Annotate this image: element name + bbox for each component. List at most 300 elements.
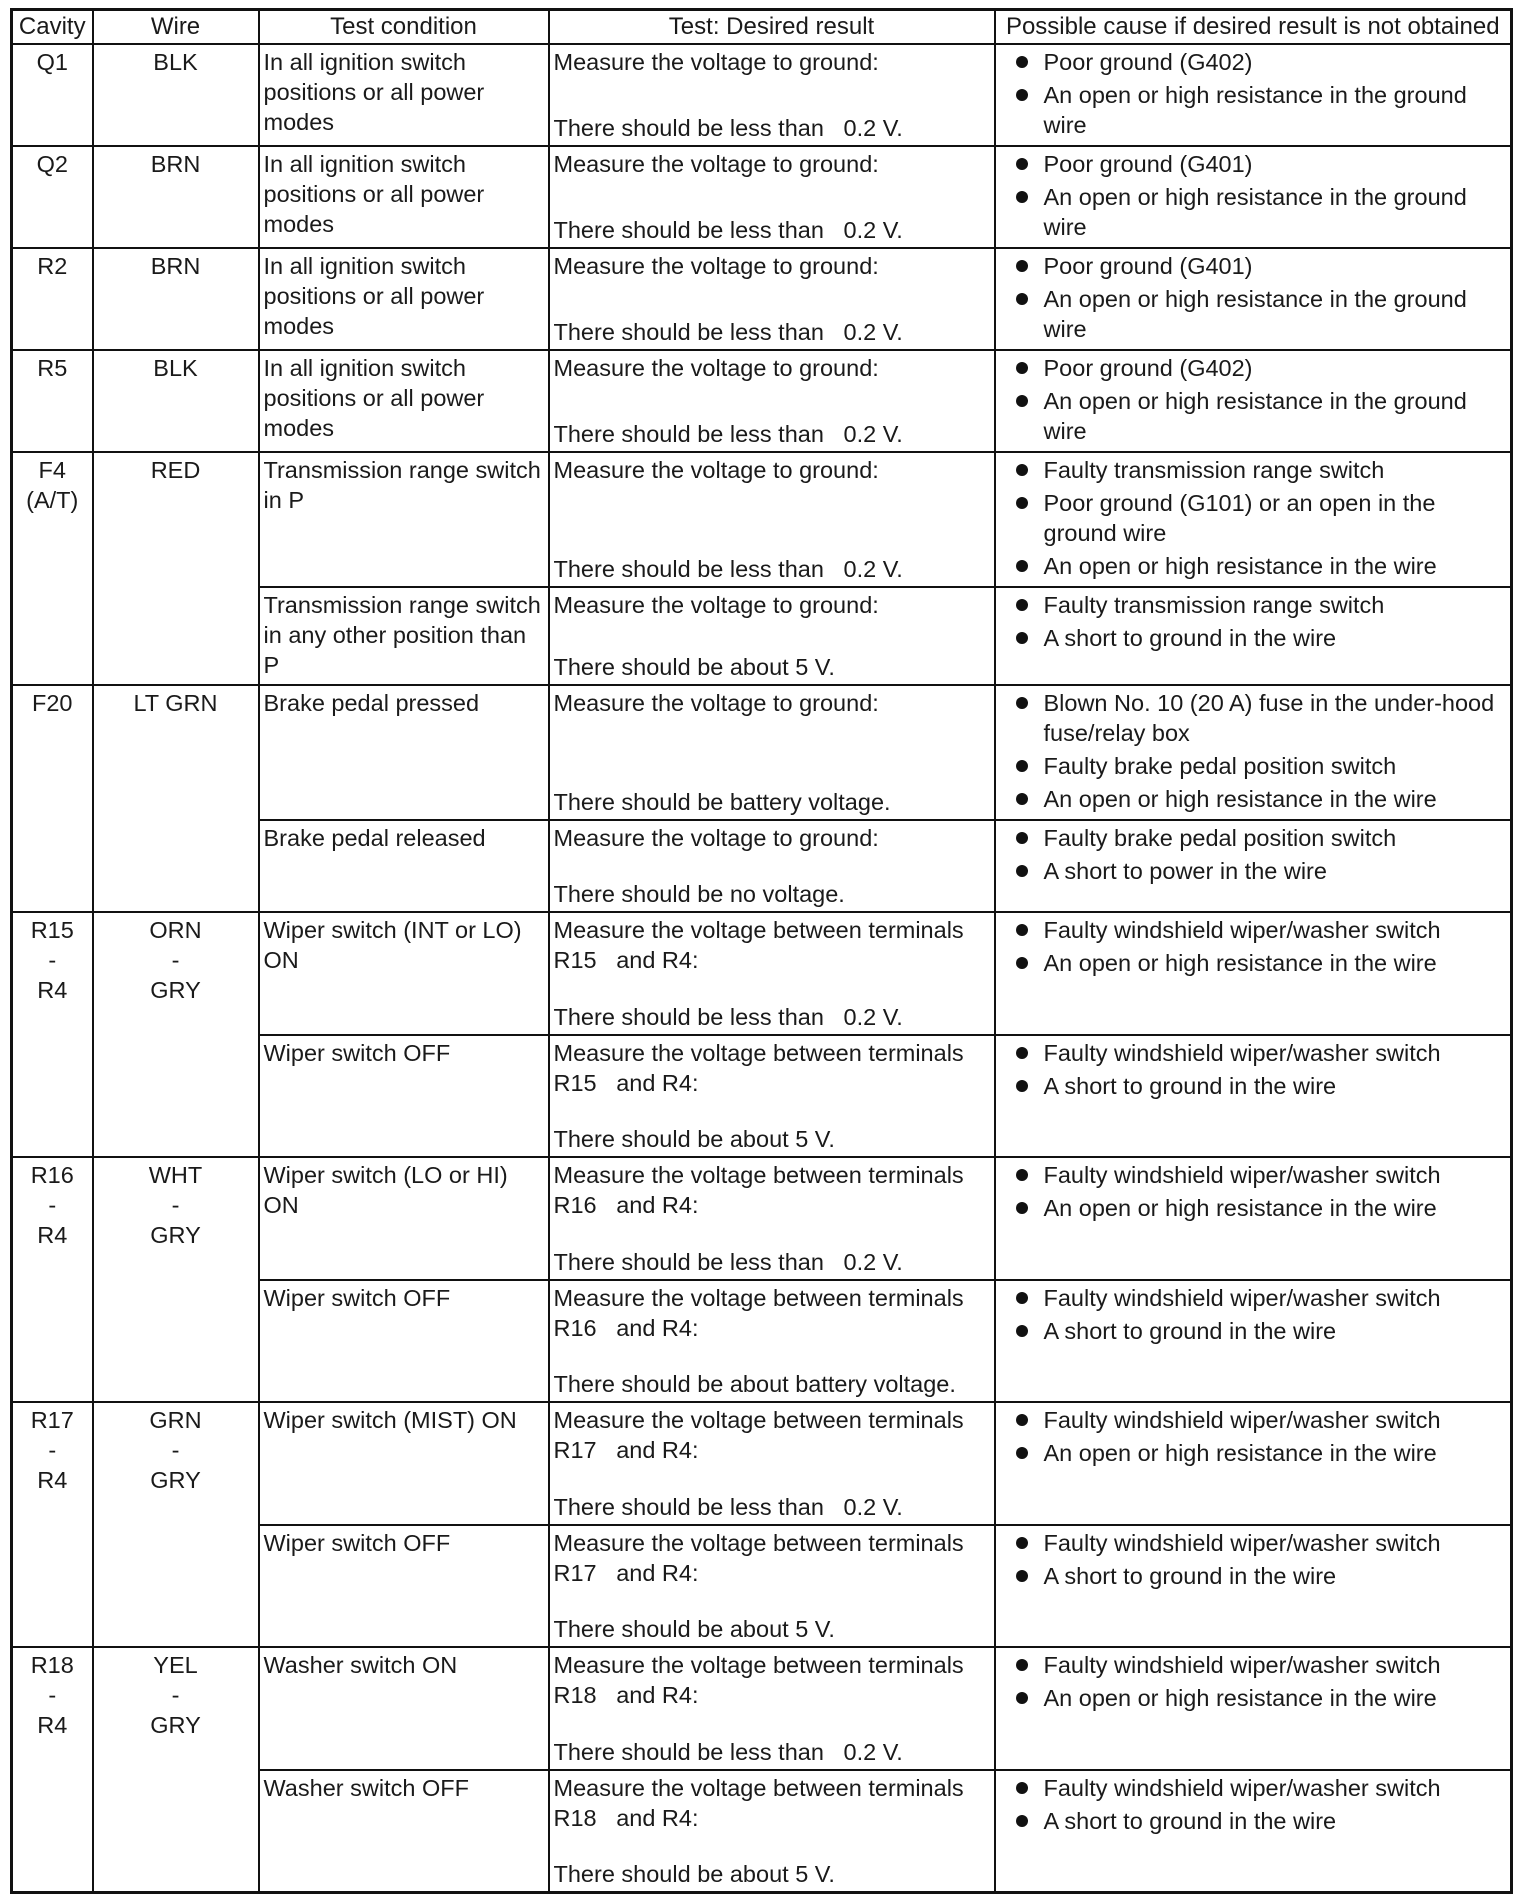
cavity-label: F20 [32, 690, 73, 716]
possible-cause-cell [995, 1525, 1512, 1647]
desired-result-cell [549, 1280, 995, 1402]
desired-result-block [554, 47, 990, 143]
test-condition-cell [259, 146, 549, 248]
cause-item [1010, 1806, 1507, 1836]
measure-instruction: Measure the voltage to ground: [553, 457, 879, 483]
bullet-icon [1016, 89, 1028, 101]
cavity-cell [12, 452, 93, 685]
expected-value: There should be less than 0.2 V. [553, 421, 903, 447]
cavity-cell [12, 1157, 93, 1402]
test-condition-cell [259, 452, 549, 587]
measure-instruction: Measure the voltage to ground: [553, 825, 879, 851]
measure-instruction: Measure the voltage to ground: [553, 355, 879, 381]
test-condition-text: In all ignition switch positions or all power modes [263, 49, 485, 135]
cause-text: An open or high resistance in the ground wire [1043, 286, 1467, 342]
measure-instruction: Measure the voltage to ground: [553, 592, 879, 618]
test-condition-cell [259, 1035, 549, 1157]
test-condition-text: Wiper switch (MIST) ON [263, 1407, 517, 1433]
wire-color-label: - [171, 947, 180, 973]
test-condition-cell [259, 820, 549, 912]
cause-item [1010, 386, 1507, 446]
cause-item [1010, 182, 1507, 242]
cavity-cell [12, 44, 93, 146]
bullet-icon [1016, 293, 1028, 305]
cause-item [1010, 149, 1507, 179]
expected-value: There should be less than 0.2 V. [553, 1249, 903, 1275]
cause-item [1010, 47, 1507, 77]
table-row [12, 44, 1512, 146]
wire-cell [93, 685, 259, 912]
cavity-label: R4 [37, 1467, 68, 1493]
possible-cause-cell [995, 1770, 1512, 1893]
test-condition-cell [259, 1525, 549, 1647]
cause-list [1000, 251, 1507, 344]
bullet-icon [1016, 865, 1028, 877]
cause-item [1010, 623, 1507, 653]
desired-result-block [554, 251, 990, 347]
wire-color-label: RED [150, 457, 201, 483]
cause-list [1000, 455, 1507, 581]
cause-text: Faulty windshield wiper/washer switch [1043, 1040, 1441, 1066]
wire-color-label: GRY [150, 1712, 201, 1738]
cause-text: An open or high resistance in the wire [1043, 1685, 1437, 1711]
wire-cell [93, 1402, 259, 1647]
wire-color-label: YEL [153, 1652, 198, 1678]
cavity-label: R17 [30, 1407, 74, 1433]
test-condition-text: Wiper switch OFF [263, 1040, 451, 1066]
test-condition-text: In all ignition switch positions or all power modes [263, 253, 485, 339]
table-body [12, 44, 1512, 1893]
bullet-icon [1016, 760, 1028, 772]
cause-list [1000, 590, 1507, 653]
desired-result-cell [549, 44, 995, 146]
cavity-cell [12, 1647, 93, 1893]
header-cavity: Cavity [12, 10, 93, 45]
possible-cause-cell [995, 1280, 1512, 1402]
cavity-label: Q1 [36, 49, 68, 75]
wire-color-label: - [171, 1437, 180, 1463]
desired-result-cell [549, 146, 995, 248]
possible-cause-cell [995, 248, 1512, 350]
desired-result-cell [549, 1770, 995, 1893]
possible-cause-cell [995, 587, 1512, 685]
bullet-icon [1016, 56, 1028, 68]
test-condition-cell [259, 587, 549, 685]
test-condition-cell [259, 685, 549, 820]
desired-result-block [554, 688, 990, 817]
cause-item [1010, 1683, 1507, 1713]
test-condition-text: Transmission range switch in any other position than P [263, 592, 541, 678]
cause-item [1010, 915, 1507, 945]
table-row [12, 452, 1512, 587]
wire-color-label: LT GRN [133, 690, 218, 716]
cause-item [1010, 1438, 1507, 1468]
bullet-icon [1016, 1782, 1028, 1794]
cavity-cell [12, 685, 93, 912]
cause-text: Poor ground (G402) [1043, 355, 1253, 381]
cavity-label: R18 [30, 1652, 74, 1678]
bullet-icon [1016, 599, 1028, 611]
bullet-icon [1016, 260, 1028, 272]
table-row [12, 1157, 1512, 1280]
measure-instruction: Measure the voltage between terminals R18 and R4: [553, 1652, 971, 1708]
wire-color-label: WHT [148, 1162, 203, 1188]
possible-cause-cell [995, 1402, 1512, 1525]
cavity-label: Q2 [36, 151, 68, 177]
bullet-icon [1016, 1447, 1028, 1459]
test-condition-cell [259, 1157, 549, 1280]
bullet-icon [1016, 793, 1028, 805]
test-condition-text: Brake pedal released [263, 825, 486, 851]
cause-text: A short to ground in the wire [1043, 1073, 1337, 1099]
bullet-icon [1016, 1047, 1028, 1059]
cavity-cell [12, 1402, 93, 1647]
table-row [12, 146, 1512, 248]
desired-result-block [554, 1773, 990, 1889]
cause-item [1010, 1283, 1507, 1313]
test-condition-cell [259, 1770, 549, 1893]
cavity-label: - [48, 1192, 57, 1218]
test-condition-cell [259, 1647, 549, 1770]
possible-cause-cell [995, 1035, 1512, 1157]
desired-result-cell [549, 350, 995, 452]
cause-text: A short to ground in the wire [1043, 625, 1337, 651]
bullet-icon [1016, 560, 1028, 572]
cause-item [1010, 856, 1507, 886]
possible-cause-cell [995, 685, 1512, 820]
possible-cause-cell [995, 452, 1512, 587]
desired-result-block [554, 1405, 990, 1522]
wire-cell [93, 452, 259, 685]
measure-instruction: Measure the voltage between terminals R16 and R4: [553, 1162, 971, 1218]
cause-item [1010, 1193, 1507, 1223]
cause-item [1010, 590, 1507, 620]
wire-color-label: GRY [150, 977, 201, 1003]
table-row [12, 350, 1512, 452]
bullet-icon [1016, 1570, 1028, 1582]
cause-list [1000, 47, 1507, 140]
table-row [12, 685, 1512, 820]
cause-item [1010, 1650, 1507, 1680]
cavity-label: R2 [37, 253, 68, 279]
cause-list [1000, 1283, 1507, 1346]
expected-value: There should be less than 0.2 V. [553, 556, 903, 582]
cause-text: An open or high resistance in the wire [1043, 786, 1437, 812]
measure-instruction: Measure the voltage between terminals R15 and R4: [553, 917, 971, 973]
bullet-icon [1016, 1202, 1028, 1214]
cause-text: An open or high resistance in the wire [1043, 553, 1437, 579]
wire-cell [93, 146, 259, 248]
cause-text: An open or high resistance in the wire [1043, 1440, 1437, 1466]
cause-item [1010, 1405, 1507, 1435]
troubleshooting-sheet [10, 8, 1510, 1887]
cause-list [1000, 149, 1507, 242]
wire-color-label: BRN [150, 253, 201, 279]
expected-value: There should be no voltage. [553, 881, 845, 907]
cause-item [1010, 751, 1507, 781]
cause-text: An open or high resistance in the wire [1043, 1195, 1437, 1221]
header-test-condition: Test condition [259, 10, 549, 45]
cause-text: A short to power in the wire [1043, 858, 1327, 884]
cause-list [1000, 353, 1507, 446]
cause-text: Faulty brake pedal position switch [1043, 753, 1397, 779]
bullet-icon [1016, 1080, 1028, 1092]
measure-instruction: Measure the voltage to ground: [553, 49, 879, 75]
expected-value: There should be less than 0.2 V. [553, 1004, 903, 1030]
test-condition-text: Wiper switch OFF [263, 1530, 451, 1556]
bullet-icon [1016, 1325, 1028, 1337]
bullet-icon [1016, 1692, 1028, 1704]
measure-instruction: Measure the voltage to ground: [553, 151, 879, 177]
cavity-cell [12, 912, 93, 1157]
wire-cell [93, 912, 259, 1157]
cavity-label: (A/T) [26, 487, 79, 513]
desired-result-block [554, 149, 990, 245]
cavity-label: - [48, 1437, 57, 1463]
cause-text: Poor ground (G401) [1043, 253, 1253, 279]
cause-text: An open or high resistance in the ground wire [1043, 82, 1467, 138]
cause-list [1000, 915, 1507, 978]
cause-text: An open or high resistance in the ground wire [1043, 388, 1467, 444]
measure-instruction: Measure the voltage between terminals R18 and R4: [553, 1775, 971, 1831]
cause-text: Faulty transmission range switch [1043, 592, 1385, 618]
expected-value: There should be about 5 V. [553, 1616, 835, 1642]
expected-value: There should be about 5 V. [553, 1126, 835, 1152]
wire-cell [93, 44, 259, 146]
wire-color-label: GRY [150, 1222, 201, 1248]
cause-text: Faulty windshield wiper/washer switch [1043, 1530, 1441, 1556]
cause-item [1010, 353, 1507, 383]
cause-text: Faulty windshield wiper/washer switch [1043, 917, 1441, 943]
bullet-icon [1016, 1537, 1028, 1549]
wire-cell [93, 248, 259, 350]
desired-result-block [554, 823, 990, 909]
cause-item [1010, 1561, 1507, 1591]
bullet-icon [1016, 191, 1028, 203]
expected-value: There should be less than 0.2 V. [553, 217, 903, 243]
possible-cause-cell [995, 912, 1512, 1035]
test-condition-text: Wiper switch OFF [263, 1285, 451, 1311]
desired-result-block [554, 1528, 990, 1644]
cause-list [1000, 1405, 1507, 1468]
cause-text: Blown No. 10 (20 A) fuse in the under-hood fuse/relay box [1043, 690, 1495, 746]
desired-result-cell [549, 912, 995, 1035]
cause-text: An open or high resistance in the ground wire [1043, 184, 1467, 240]
cause-text: Faulty windshield wiper/washer switch [1043, 1162, 1441, 1188]
test-condition-cell [259, 1402, 549, 1525]
test-condition-text: Transmission range switch in P [263, 457, 541, 513]
cause-item [1010, 1160, 1507, 1190]
wire-color-label: GRN [149, 1407, 202, 1433]
wire-color-label: BLK [153, 49, 198, 75]
desired-result-block [554, 915, 990, 1032]
wire-color-label: GRY [150, 1467, 201, 1493]
cavity-cell [12, 248, 93, 350]
bullet-icon [1016, 1815, 1028, 1827]
desired-result-cell [549, 1035, 995, 1157]
test-condition-text: In all ignition switch positions or all power modes [263, 355, 485, 441]
bullet-icon [1016, 924, 1028, 936]
desired-result-cell [549, 452, 995, 587]
expected-value: There should be about battery voltage. [553, 1371, 956, 1397]
cavity-label: R4 [37, 1712, 68, 1738]
cavity-cell [12, 350, 93, 452]
cause-list [1000, 1038, 1507, 1101]
bullet-icon [1016, 395, 1028, 407]
test-condition-text: In all ignition switch positions or all power modes [263, 151, 485, 237]
desired-result-cell [549, 820, 995, 912]
desired-result-cell [549, 587, 995, 685]
possible-cause-cell [995, 350, 1512, 452]
cause-item [1010, 1038, 1507, 1068]
cavity-label: F4 [38, 457, 66, 483]
bullet-icon [1016, 697, 1028, 709]
bullet-icon [1016, 464, 1028, 476]
test-condition-text: Wiper switch (INT or LO) ON [263, 917, 522, 973]
test-condition-cell [259, 248, 549, 350]
wire-cell [93, 350, 259, 452]
bullet-icon [1016, 1659, 1028, 1671]
cavity-label: R4 [37, 1222, 68, 1248]
bullet-icon [1016, 957, 1028, 969]
cause-item [1010, 1316, 1507, 1346]
cause-text: Faulty windshield wiper/washer switch [1043, 1407, 1441, 1433]
possible-cause-cell [995, 1157, 1512, 1280]
header-desired-result: Test: Desired result [549, 10, 995, 45]
test-condition-cell [259, 44, 549, 146]
cause-text: Faulty windshield wiper/washer switch [1043, 1652, 1441, 1678]
desired-result-cell [549, 685, 995, 820]
test-condition-cell [259, 350, 549, 452]
table-row [12, 912, 1512, 1035]
header-possible-cause: Possible cause if desired result is not obtained [995, 10, 1512, 45]
cause-item [1010, 688, 1507, 748]
cause-text: Poor ground (G101) or an open in the ground wire [1043, 490, 1436, 546]
cause-item [1010, 1071, 1507, 1101]
cause-text: An open or high resistance in the wire [1043, 950, 1437, 976]
cause-list [1000, 823, 1507, 886]
measure-instruction: Measure the voltage to ground: [553, 253, 879, 279]
expected-value: There should be about 5 V. [553, 654, 835, 680]
cause-item [1010, 455, 1507, 485]
table-row [12, 248, 1512, 350]
desired-result-block [554, 1650, 990, 1767]
expected-value: There should be less than 0.2 V. [553, 1739, 903, 1765]
desired-result-block [554, 1283, 990, 1399]
bullet-icon [1016, 1414, 1028, 1426]
possible-cause-cell [995, 44, 1512, 146]
cause-list [1000, 688, 1507, 814]
desired-result-block [554, 590, 990, 682]
measure-instruction: Measure the voltage between terminals R15 and R4: [553, 1040, 971, 1096]
cause-item [1010, 784, 1507, 814]
desired-result-block [554, 1038, 990, 1154]
desired-result-block [554, 455, 990, 584]
cause-text: Faulty transmission range switch [1043, 457, 1385, 483]
measure-instruction: Measure the voltage to ground: [553, 690, 879, 716]
cause-text: Poor ground (G401) [1043, 151, 1253, 177]
cavity-label: R15 [30, 917, 74, 943]
possible-cause-cell [995, 1647, 1512, 1770]
wire-color-label: - [171, 1192, 180, 1218]
measure-instruction: Measure the voltage between terminals R17 and R4: [553, 1530, 971, 1586]
measure-instruction: Measure the voltage between terminals R16 and R4: [553, 1285, 971, 1341]
cavity-label: R16 [30, 1162, 74, 1188]
test-condition-text: Washer switch ON [263, 1652, 458, 1678]
test-condition-text: Washer switch OFF [263, 1775, 469, 1801]
cause-text: A short to ground in the wire [1043, 1563, 1337, 1589]
terminal-test-table [10, 8, 1513, 1894]
cause-item [1010, 823, 1507, 853]
wire-color-label: BLK [153, 355, 198, 381]
wire-color-label: ORN [149, 917, 202, 943]
cause-item [1010, 488, 1507, 548]
cause-list [1000, 1528, 1507, 1591]
cavity-label: R4 [37, 977, 68, 1003]
header-row [12, 10, 1512, 45]
expected-value: There should be less than 0.2 V. [553, 115, 903, 141]
cause-text: Poor ground (G402) [1043, 49, 1253, 75]
bullet-icon [1016, 632, 1028, 644]
cause-text: A short to ground in the wire [1043, 1318, 1337, 1344]
measure-instruction: Measure the voltage between terminals R17 and R4: [553, 1407, 971, 1463]
bullet-icon [1016, 1169, 1028, 1181]
expected-value: There should be battery voltage. [553, 789, 891, 815]
bullet-icon [1016, 158, 1028, 170]
bullet-icon [1016, 832, 1028, 844]
cause-item [1010, 551, 1507, 581]
cause-text: Faulty windshield wiper/washer switch [1043, 1775, 1441, 1801]
wire-cell [93, 1647, 259, 1893]
cause-item [1010, 284, 1507, 344]
cause-list [1000, 1160, 1507, 1223]
desired-result-block [554, 1160, 990, 1277]
cavity-label: - [48, 947, 57, 973]
bullet-icon [1016, 1292, 1028, 1304]
cavity-label: R5 [37, 355, 68, 381]
bullet-icon [1016, 362, 1028, 374]
table-row [12, 1402, 1512, 1525]
cause-item [1010, 1773, 1507, 1803]
wire-color-label: BRN [150, 151, 201, 177]
cause-item [1010, 1528, 1507, 1558]
possible-cause-cell [995, 146, 1512, 248]
expected-value: There should be less than 0.2 V. [553, 319, 903, 345]
bullet-icon [1016, 497, 1028, 509]
test-condition-cell [259, 912, 549, 1035]
test-condition-cell [259, 1280, 549, 1402]
cavity-label: - [48, 1682, 57, 1708]
cavity-cell [12, 146, 93, 248]
wire-cell [93, 1157, 259, 1402]
cause-item [1010, 948, 1507, 978]
desired-result-cell [549, 1647, 995, 1770]
test-condition-text: Brake pedal pressed [263, 690, 480, 716]
cause-list [1000, 1650, 1507, 1713]
desired-result-block [554, 353, 990, 449]
table-row [12, 1647, 1512, 1770]
desired-result-cell [549, 1402, 995, 1525]
expected-value: There should be about 5 V. [553, 1861, 835, 1887]
header-wire: Wire [93, 10, 259, 45]
wire-color-label: - [171, 1682, 180, 1708]
cause-item [1010, 80, 1507, 140]
desired-result-cell [549, 1157, 995, 1280]
cause-text: Faulty brake pedal position switch [1043, 825, 1397, 851]
desired-result-cell [549, 248, 995, 350]
cause-item [1010, 251, 1507, 281]
cause-text: Faulty windshield wiper/washer switch [1043, 1285, 1441, 1311]
